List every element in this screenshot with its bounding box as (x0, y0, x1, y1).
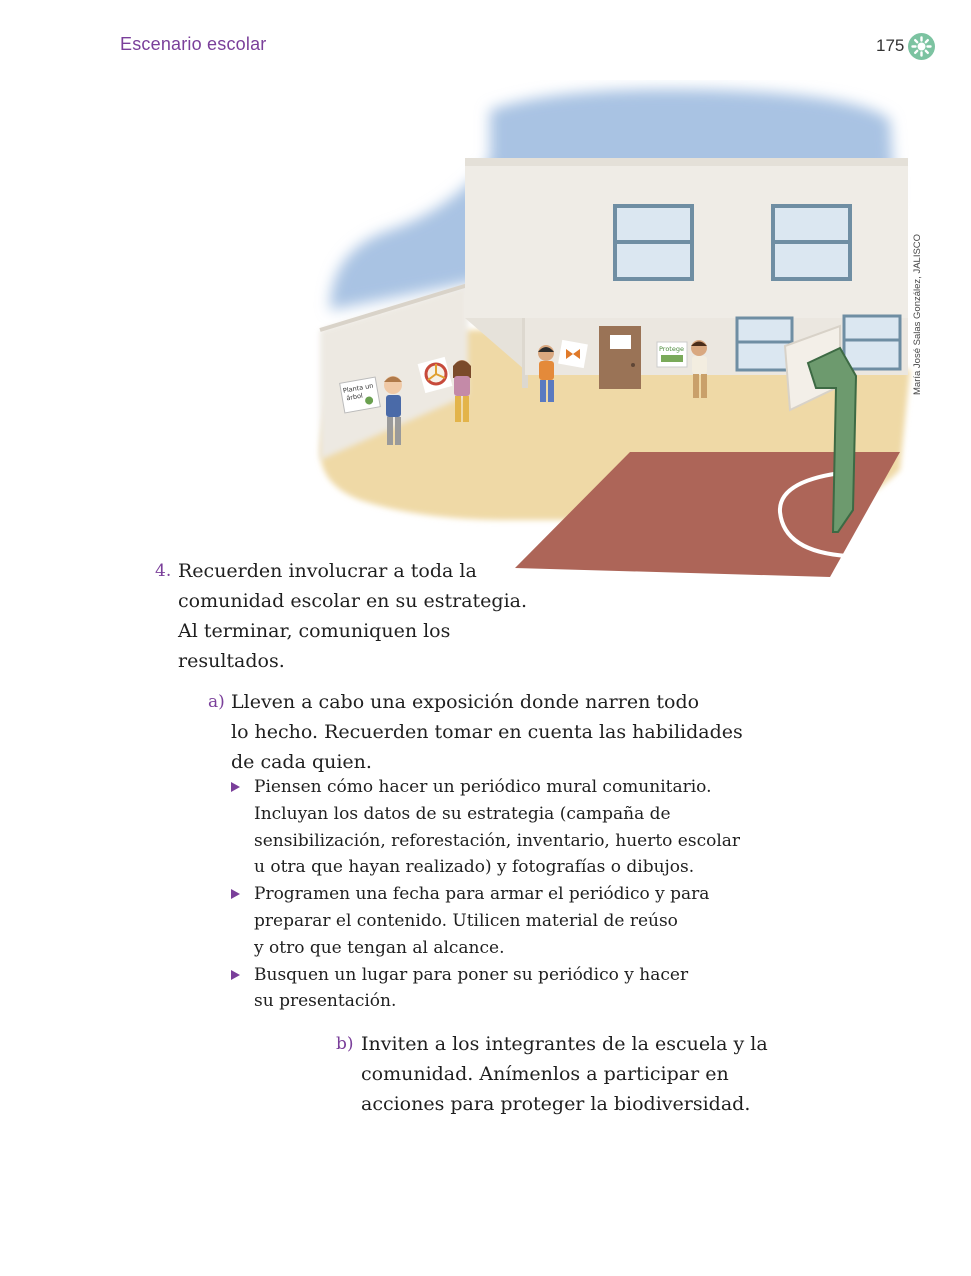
item-text (231, 687, 743, 777)
poster-butterfly (558, 340, 588, 368)
list-item (230, 774, 741, 881)
text-line: comunidad. Anímenlos a participar en (361, 1063, 729, 1085)
text-line: Al terminar, comuniquen los (178, 620, 451, 642)
child-figure (691, 340, 707, 398)
window (615, 206, 692, 279)
school-courtyard-illustration (300, 80, 920, 590)
page-number: 175 (876, 36, 905, 55)
window (737, 318, 792, 370)
text-line: Lleven a cabo una exposición donde narren todo (231, 691, 700, 713)
bullet-arrow-icon (231, 970, 240, 980)
text-line: u otra que hayan realizado) y fotografías o dibujos. (254, 857, 695, 878)
text-line: Inviten a los integrantes de la escuela y la (361, 1033, 768, 1055)
text-line: resultados. (178, 650, 285, 672)
text-line: y otro que tengan al alcance. (254, 937, 505, 958)
poster-protect (657, 342, 687, 367)
text-line: Programen una fecha para armar el periódico y para (254, 884, 710, 905)
item-text (178, 556, 528, 676)
poster-text: Protege (659, 345, 684, 353)
list-item (230, 962, 710, 1016)
text-line: de cada quien. (231, 751, 372, 773)
text-line: Busquen un lugar para poner su periódico y hacer (254, 964, 689, 985)
text-line: lo hecho. Recuerden tomar en cuenta las habilidades (231, 721, 743, 743)
sun-icon (908, 33, 935, 60)
text-line: comunidad escolar en su estrategia. (178, 590, 528, 612)
item-letter: b) (336, 1034, 354, 1054)
text-line: Piensen cómo hacer un periódico mural comunitario. (254, 777, 712, 797)
bullet-arrow-icon (231, 889, 240, 899)
poster-text: Planta un (342, 381, 374, 395)
poster-plant-tree (340, 377, 381, 413)
item-text (361, 1029, 768, 1119)
text-line: Incluyan los datos de su estrategia (campaña de (254, 803, 671, 824)
item-number: 4. (155, 561, 172, 581)
bullet-list (230, 774, 741, 1015)
child-figure (538, 345, 554, 402)
window (844, 316, 900, 369)
bullet-arrow-icon (231, 782, 240, 792)
section-title: Escenario escolar (120, 34, 267, 54)
list-item (230, 881, 710, 961)
text-line: preparar el contenido. Utilicen material de reúso (254, 910, 678, 931)
text-line: su presentación. (254, 991, 397, 1012)
text-line: sensibilización, reforestación, inventario, huerto escolar (254, 830, 741, 851)
illustration-credit: María José Salas González, JALISCO (912, 233, 923, 395)
poster-text: árbol (345, 391, 364, 403)
item-letter: a) (208, 692, 225, 712)
text-line: acciones para proteger la biodiversidad. (361, 1093, 751, 1115)
window (773, 206, 850, 279)
text-line: Recuerden involucrar a toda la (178, 560, 477, 582)
